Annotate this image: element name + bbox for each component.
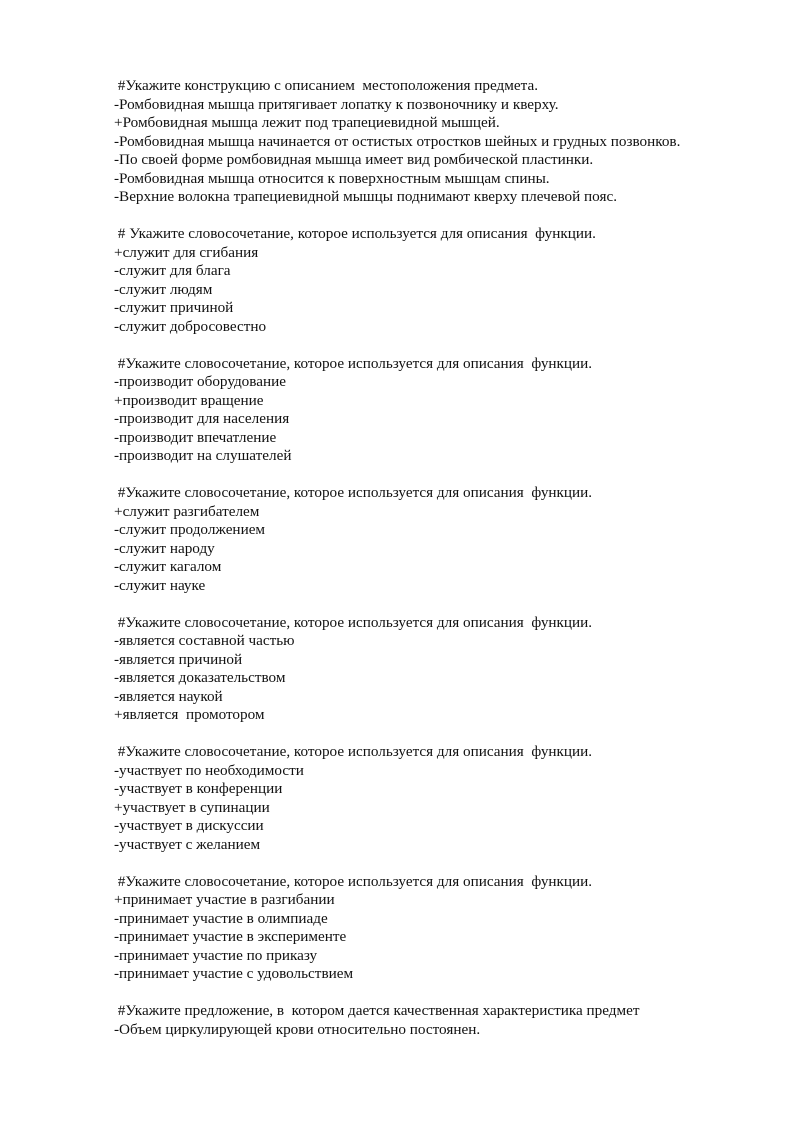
question-prompt: #Укажите словосочетание, которое используется для описания функции. — [114, 354, 593, 372]
answer-option: +служит для сгибания — [114, 243, 259, 261]
question-block — [114, 1002, 794, 1039]
question-prompt: #Укажите словосочетание, которое используется для описания функции. — [114, 613, 593, 631]
answer-option: -является причиной — [114, 650, 243, 668]
answer-option: -производит для населения — [114, 410, 290, 427]
answer-option: -является доказательством — [114, 669, 286, 686]
question-prompt: #Укажите конструкцию с описанием местоположения предмета. — [114, 77, 538, 94]
answer-option: +участвует в супинации — [114, 798, 270, 816]
question-prompt: #Укажите предложение, в котором дается качественная характеристика предмет — [114, 1002, 640, 1019]
answer-option: -Ромбовидная мышца притягивает лопатку к позвоночнику и кверху. — [114, 95, 559, 113]
question-prompt: #Укажите словосочетание, которое используется для описания функции. — [114, 743, 593, 760]
question-block — [114, 614, 794, 725]
answer-option: -производит оборудование — [114, 373, 286, 390]
answer-option: +служит разгибателем — [114, 502, 260, 520]
answer-option: -Верхние волокна трапециевидной мышцы поднимают кверху плечевой пояс. — [114, 188, 618, 205]
answer-option: +производит вращение — [114, 391, 264, 409]
answer-option: -принимает участие по приказу — [114, 946, 318, 964]
answer-option: -служит причиной — [114, 299, 234, 316]
answer-option: +является промотором — [114, 706, 265, 723]
answer-option: -служит кагалом — [114, 558, 222, 575]
answer-option: +принимает участие в разгибании — [114, 891, 335, 908]
answer-option: -является составной частью — [114, 632, 295, 649]
answer-option: -служит для блага — [114, 262, 231, 279]
answer-option: -Ромбовидная мышца начинается от остистых отростков шейных и грудных позвонков. — [114, 132, 681, 150]
question-block — [114, 873, 794, 984]
question-block — [114, 355, 794, 466]
answer-option: -служит продолжением — [114, 521, 266, 538]
answer-option: -является наукой — [114, 687, 223, 705]
answer-option: -принимает участие с удовольствием — [114, 965, 354, 982]
answer-option: -производит впечатление — [114, 428, 277, 446]
question-block — [114, 743, 794, 854]
question-block — [114, 225, 794, 336]
answer-option: -Объем циркулирующей крови относительно постоянен. — [114, 1020, 481, 1038]
answer-option: -участвует в конференции — [114, 780, 283, 797]
question-block — [114, 484, 794, 595]
document-body — [114, 77, 794, 1058]
answer-option: -участвует по необходимости — [114, 761, 304, 779]
answer-option: -служит людям — [114, 280, 213, 298]
answer-option: -служит народу — [114, 539, 215, 557]
answer-option: -служит добросовестно — [114, 317, 267, 335]
answer-option: +Ромбовидная мышца лежит под трапециевидной мышцей. — [114, 114, 500, 131]
answer-option: -производит на слушателей — [114, 447, 292, 464]
answer-option: -По своей форме ромбовидная мышца имеет вид ромбической пластинки. — [114, 151, 594, 168]
answer-option: -принимает участие в эксперименте — [114, 928, 347, 945]
question-prompt: #Укажите словосочетание, которое используется для описания функции. — [114, 872, 593, 890]
question-prompt: #Укажите словосочетание, которое используется для описания функции. — [114, 484, 593, 501]
answer-option: -принимает участие в олимпиаде — [114, 909, 328, 927]
answer-option: -служит науке — [114, 576, 206, 594]
answer-option: -Ромбовидная мышца относится к поверхностным мышцам спины. — [114, 169, 550, 187]
answer-option: -участвует с желанием — [114, 835, 261, 853]
question-block — [114, 77, 794, 207]
answer-option: -участвует в дискуссии — [114, 817, 264, 834]
question-prompt: # Укажите словосочетание, которое используется для описания функции. — [114, 225, 596, 242]
